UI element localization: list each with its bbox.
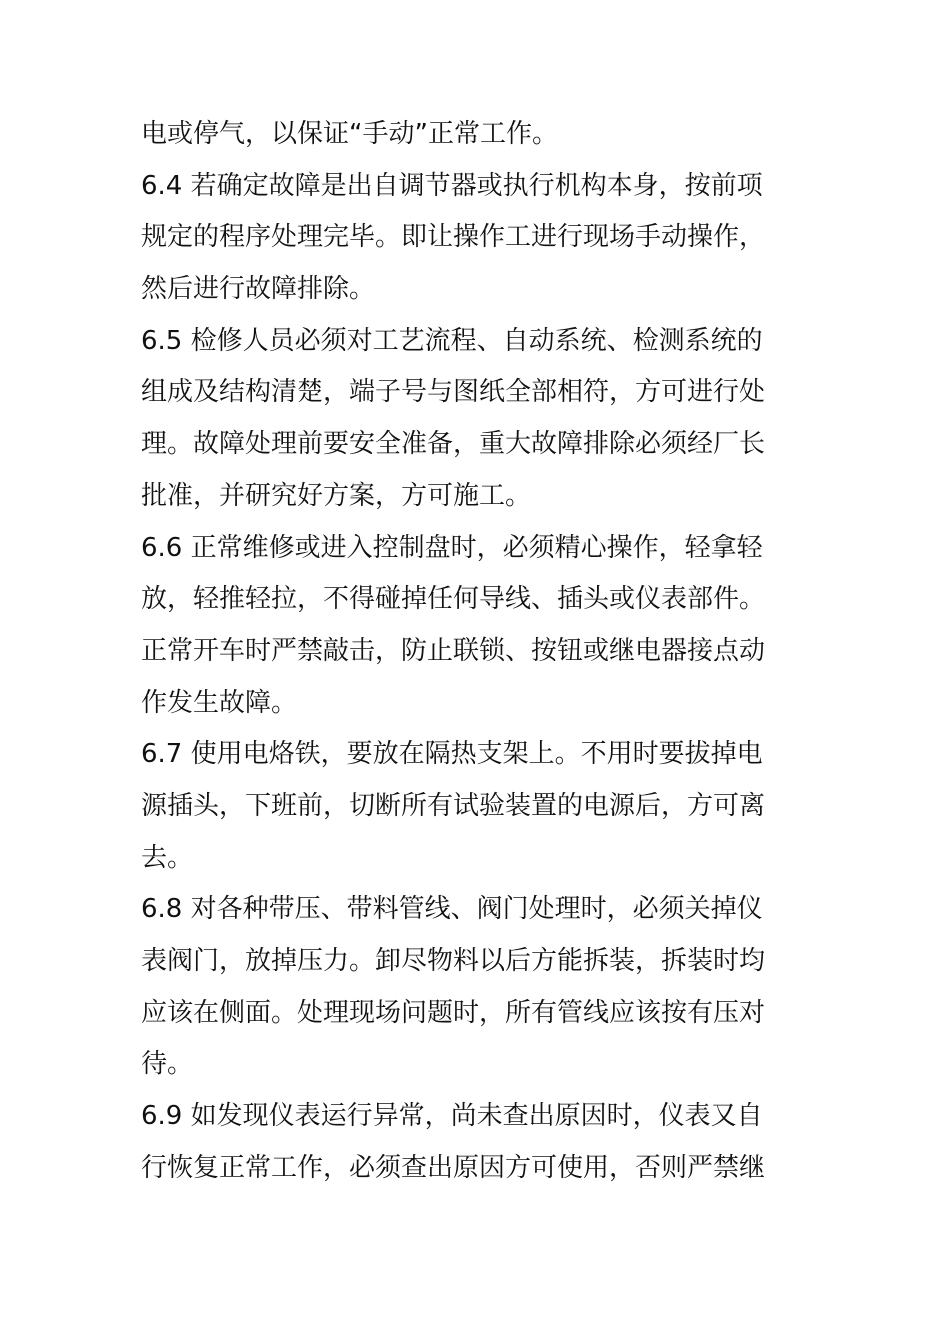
text-line: 批准，并研究好方案，方可施工。 (141, 480, 532, 511)
text-line: 去。 (141, 842, 194, 873)
text-line: 6.4 若确定故障是出自调节器或执行机构本身，按前项 (141, 170, 763, 201)
document-body (141, 109, 813, 1194)
text-line: 组成及结构清楚，端子号与图纸全部相符，方可进行处 (141, 377, 766, 408)
text-line: 6.5 检修人员必须对工艺流程、自动系统、检测系统的 (141, 325, 763, 356)
text-line: 待。 (141, 1049, 194, 1080)
text-line: 6.7 使用电烙铁，要放在隔热支架上。不用时要拔掉电 (141, 739, 763, 770)
text-line: 表阀门，放掉压力。卸尽物料以后方能拆装，拆装时均 (141, 946, 766, 976)
text-line: 作发生故障。 (141, 687, 298, 718)
text-line: 源插头，下班前，切断所有试验装置的电源后，方可离 (141, 790, 766, 821)
text-line: 规定的程序处理完毕。即让操作工进行现场手动操作， (141, 222, 766, 253)
text-line: 应该在侧面。处理现场问题时，所有管线应该按有压对 (141, 997, 766, 1028)
text-line: 放，轻推轻拉，不得碰掉任何导线、插头或仪表部件。 (141, 584, 766, 615)
text-line: 6.6 正常维修或进入控制盘时，必须精心操作，轻拿轻 (141, 532, 763, 563)
text-line: 电或停气，以保证“手动”正常工作。 (141, 119, 558, 149)
text-line: 6.9 如发现仪表运行异常，尚未查出原因时，仪表又自 (141, 1101, 763, 1132)
text-line: 正常开车时严禁敲击，防止联锁、按钮或继电器接点动 (141, 635, 766, 666)
text-line: 6.8 对各种带压、带料管线、阀门处理时，必须关掉仪 (141, 894, 763, 925)
text-line: 行恢复正常工作，必须查出原因方可使用，否则严禁继 (141, 1152, 766, 1183)
text-line: 然后进行故障排除。 (141, 274, 376, 305)
text-line: 理。故障处理前要安全准备，重大故障排除必须经厂长 (141, 429, 766, 460)
